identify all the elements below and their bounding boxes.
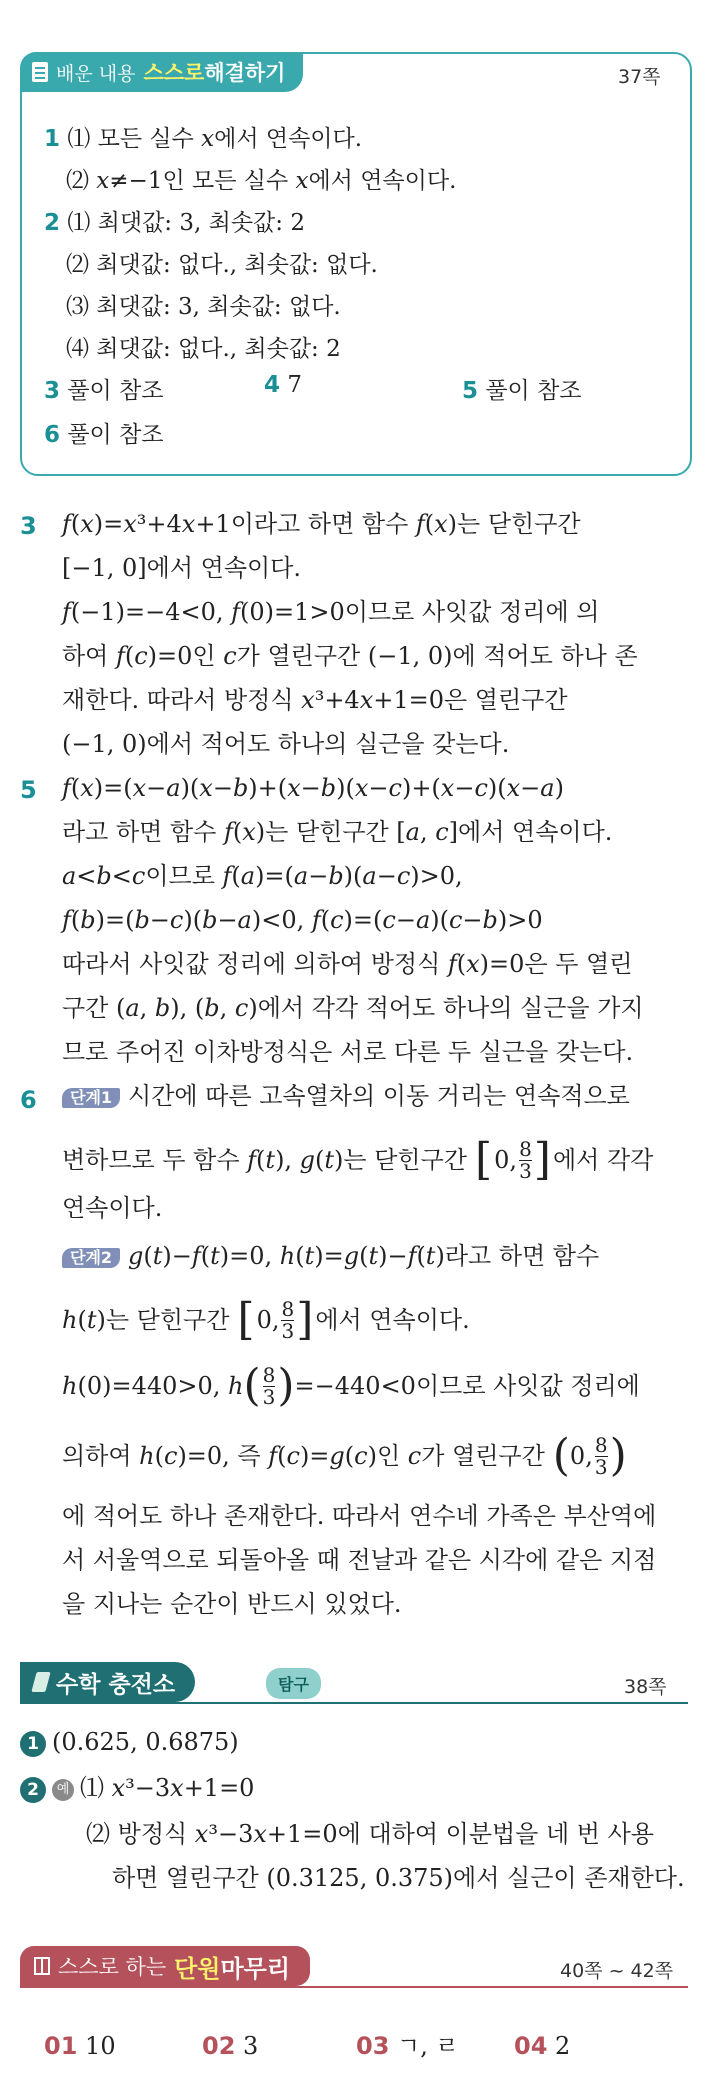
page-ref-37: 37쪽 [618, 66, 661, 88]
solution-6-line-6: ℎ(0)=440>0, ℎ ( $\frac{8}{3}$ ) =−440<0이므로 사잇값 정리에 [62, 1360, 640, 1411]
solution-6-line-3: 연속이다. [62, 1194, 163, 1222]
solution-6-line-1: 단계1 시간에 따른 고속열차의 이동 거리는 연속적으로 [62, 1084, 630, 1108]
panel-header [20, 52, 303, 92]
unit-answer-01: 01 10 [44, 2032, 116, 2060]
book-icon [34, 1957, 50, 1975]
solution-5-line-7: 므로 주어진 이차방정식은 서로 다른 두 실근을 갖는다. [62, 1038, 634, 1066]
solution-3-line-6: (−1, 0)에서 적어도 하나의 실근을 갖는다. [62, 730, 510, 758]
solution-6-line-2: 변하므로 두 함수 𝑓(𝑡), 𝑔(𝑡)는 닫힌구간 [ 0, $\frac{8}{3}$ ] 에서 각각 [62, 1134, 654, 1185]
solution-6-line-9: 서 서울역으로 되돌아올 때 전날과 같은 시각에 같은 지점 [62, 1546, 657, 1574]
math-answer-2-1: 2 예 ⑴ 𝑥³−3𝑥+1=0 [20, 1776, 254, 1803]
solution-3-number: 3 [20, 512, 37, 540]
answer-2-2: ⑵ 최댓값: 없다., 최솟값: 없다. [66, 252, 378, 278]
solution-6-line-7: 의하여 ℎ(𝑐)=0, 즉 𝑓(𝑐)=𝑔(𝑐)인 𝑐가 열린구간 ( 0, $\frac{8}{3}$ ) [62, 1430, 627, 1481]
header-suffix: 해결하기 [204, 61, 286, 85]
inquiry-badge: 탐구 [266, 1668, 321, 1699]
answer-1-2: ⑵ 𝑥≠−1인 모든 실수 𝑥에서 연속이다. [66, 168, 457, 194]
header-highlight: 스스로 [143, 61, 205, 85]
step-2-badge: 단계2 [62, 1248, 120, 1268]
solution-3-line-1: 𝑓(𝑥)=𝑥³+4𝑥+1이라고 하면 함수 𝑓(𝑥)는 닫힌구간 [62, 510, 581, 538]
solution-6-line-8: 에 적어도 하나 존재한다. 따라서 연수네 가족은 부산역에 [62, 1502, 657, 1530]
unit-answer-04: 04 2 [514, 2032, 571, 2060]
example-icon: 예 [52, 1779, 74, 1801]
header-prefix: 배운 내용 [56, 62, 136, 85]
solution-5-line-2: 라고 하면 함수 𝑓(𝑥)는 닫힌구간 [𝑎, 𝑐]에서 연속이다. [62, 818, 613, 846]
math-answer-2-3: 하면 열린구간 (0.3125, 0.375)에서 실근이 존재한다. [112, 1864, 685, 1892]
solution-5-line-6: 구간 (𝑎, 𝑏), (𝑏, 𝑐)에서 각각 적어도 하나의 실근을 가지 [62, 994, 644, 1022]
math-station-rule [20, 1702, 688, 1704]
page-ref-38: 38쪽 [624, 1676, 667, 1698]
unit-wrapup-rule [20, 1986, 688, 1988]
math-answer-2-2: ⑵ 방정식 𝑥³−3𝑥+1=0에 대하여 이분법을 네 번 사용 [86, 1820, 654, 1848]
math-station-header: 수학 충전소 [20, 1662, 195, 1702]
step-1-badge: 단계1 [62, 1088, 120, 1108]
pencil-icon [31, 1672, 50, 1692]
solution-5-line-1: 𝑓(𝑥)=(𝑥−𝑎)(𝑥−𝑏)+(𝑥−𝑏)(𝑥−𝑐)+(𝑥−𝑐)(𝑥−𝑎) [62, 774, 564, 802]
unit-answer-03: 03 ㄱ, ㄹ [356, 2032, 459, 2060]
solution-3-line-3: 𝑓(−1)=−4<0, 𝑓(0)=1>0이므로 사잇값 정리에 의 [62, 598, 600, 626]
answer-2-1: 2 ⑴ 최댓값: 3, 최솟값: 2 [44, 210, 305, 236]
answer-5: 5 풀이 참조 [462, 378, 582, 404]
solution-3-line-4: 하여 𝑓(𝑐)=0인 𝑐가 열린구간 (−1, 0)에 적어도 하나 존 [62, 642, 638, 670]
answer-1-1: 1 ⑴ 모든 실수 𝑥에서 연속이다. [44, 126, 363, 152]
solution-6-number: 6 [20, 1086, 37, 1114]
answer-6: 6 풀이 참조 [44, 422, 164, 448]
unit-answer-02: 02 3 [202, 2032, 259, 2060]
answer-2-4: ⑷ 최댓값: 없다., 최솟값: 2 [66, 336, 341, 362]
notepad-icon [32, 62, 48, 82]
solution-5-line-4: 𝑓(𝑏)=(𝑏−𝑐)(𝑏−𝑎)<0, 𝑓(𝑐)=(𝑐−𝑎)(𝑐−𝑏)>0 [62, 906, 543, 934]
solution-5-number: 5 [20, 776, 37, 804]
unit-wrapup-header: 스스로 하는 단원 마무리 [20, 1946, 310, 1986]
answer-2-3: ⑶ 최댓값: 3, 최솟값: 없다. [66, 294, 341, 320]
answer-3: 3 풀이 참조 [44, 378, 164, 404]
solution-6-line-5: ℎ(𝑡)는 닫힌구간 [ 0, $\frac{8}{3}$ ] 에서 연속이다. [62, 1294, 470, 1345]
page-ref-40-42: 40쪽 ~ 42쪽 [560, 1960, 674, 1982]
math-answer-1: 1 (0.625, 0.6875) [20, 1730, 239, 1757]
solution-5-line-5: 따라서 사잇값 정리에 의하여 방정식 𝑓(𝑥)=0은 두 열린 [62, 950, 633, 978]
solution-3-line-5: 재한다. 따라서 방정식 𝑥³+4𝑥+1=0은 열린구간 [62, 686, 568, 714]
solution-3-line-2: [−1, 0]에서 연속이다. [62, 554, 301, 582]
answer-4: 4 7 [264, 372, 302, 398]
solution-6-line-10: 을 지나는 순간이 반드시 있었다. [62, 1590, 402, 1618]
solution-6-line-4: 단계2 𝑔(𝑡)−𝑓(𝑡)=0, ℎ(𝑡)=𝑔(𝑡)−𝑓(𝑡)라고 하면 함수 [62, 1244, 599, 1268]
solution-5-line-3: 𝑎<𝑏<𝑐이므로 𝑓(𝑎)=(𝑎−𝑏)(𝑎−𝑐)>0, [62, 862, 463, 890]
